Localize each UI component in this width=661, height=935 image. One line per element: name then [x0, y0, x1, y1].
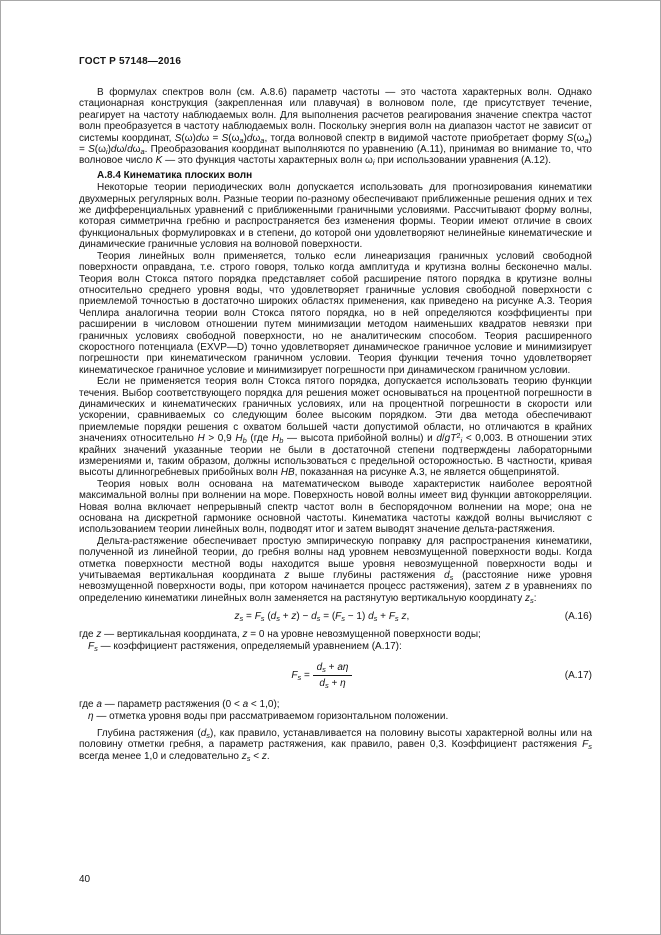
paragraph-delta-stretching: Дельта-растяжение обеспечивает простую эмпирическую поправку для распространения кинематики, полученной из линейной теории, до гребня волны над уровнем невозмущенной поверхности воды. Когда отметка поверхности местной воды находится выше уровня невозмущенной поверхности воды и учитываемая вертикальная координата z выше глубины растяжения $d_s$ (расстояние ниже уровня невозмущенной поверхности воды, при котором начинается процесс растяжения), затем z в уравнениях по определению кинематики линейных волн заменяется на растянутую вертикальную координату $z_s$: — [79, 535, 592, 605]
document-header: ГОСТ Р 57148—2016 — [79, 56, 182, 67]
definition-fs: $F_s$ — коэффициент растяжения, определяемый уравнением (А.17): — [88, 640, 402, 653]
formula-a17-expression — [79, 662, 565, 689]
paragraph-stream-function-theory: Если не применяется теория волн Стокса пятого порядка, допускается использовать теорию функции течения. Выбор соответствующего порядка для решения может основываться на процентной погрешности в динамических и кинематических граничных условиях, или на процентной погрешности в скорости или ускорении, сравниваемых со следующим более высоким порядком. Эти два метода обеспечивают приемлемые порядки решения с охватом большей части допустимой области, но отличаются в крайних значениях относительно H > 0,9 $H_b$ (где $H_b$ — высота прибойной волны) и $d/gT^2_i < 0,003$. В отношении этих крайних значений указанные теории не были в достаточной степени подтверждены лабораторными измерениями и, таким образом, должны использоваться с предельной осторожностью. В частности, кривая высоты длинногребневых прибойных волн HB, показанная на рисунке А.3, не является общепринятой. — [79, 376, 593, 479]
page-content — [79, 1, 592, 762]
definition-z: где z — вертикальная координата, z = 0 на уровне невозмущенной поверхности воды; — [79, 629, 481, 641]
formula-a16-expression: $z_s = F_s$ $(d_s + z) - d_s = (F_s - 1) d_s + F_s$ z, — [234, 611, 410, 624]
formula-a17-fraction — [313, 662, 353, 689]
formula-a17-lhs: $F_s$ = — [291, 670, 313, 683]
formula-a17-denominator: $d_s + \eta$ — [319, 678, 346, 691]
formula-a17-number: (А.17) — [564, 670, 592, 682]
definition-a: где a — параметр растяжения (0 < a < 1,0); — [79, 699, 280, 711]
paragraph-new-wave-theory: Теория новых волн основана на математическом выводе характеристик наиболее вероятной максимальной волны при волнении на море. Поверхность новой волны имеет вид функции автокорреляции. Новая волна включает непрерывный спектр частот волн в беспорядочном волнении на море; она не основана на дискретной гармонике основной частоты. Кинематика частоты каждой волны вычисляют с использованием теории линейных волн, подводят итог и затем выводят значение дельта-растяжения. — [79, 478, 592, 536]
formula-a16-number: (А.16) — [564, 611, 592, 623]
page-number: 40 — [79, 874, 91, 885]
formula-a17-numerator: $d_s + a\eta$ — [313, 662, 353, 676]
formula-a17 — [79, 662, 592, 689]
definition-eta: η — отметка уровня воды при рассматриваемом горизонтальном положении. — [88, 710, 449, 722]
paragraph-linear-wave-theory: Теория линейных волн применяется, только если линеаризация граничных условий свободной поверхности оправдана, т.е. строго говоря, только когда амплитуда и крутизна волны бесконечно малы. Теория волн Стокса пятого порядка представляет собой расширение пятого порядка в крутизне волны относительно среднего уровня воды, что удовлетворяет граничные условия свободной поверхности с приемлемой точностью в достаточно широких областях применения, как приведено на рисунке А.3. Теория Чеплира аналогична теории волн Стокса пятого порядка, но в ней определяются коэффициенты при расширении в числовом отношении путем минимизации методом наименьших квадратов невязки при граничных условиях свободной поверхности, но не аналитическим способом. Теория расширенного скоростного потенциала (EXVP—D) точно удовлетворяет динамическое граничное условие и минимизирует погрешности при кинематическом граничном условии. Теория функции течения точно удовлетворяет кинематическое граничное условие и минимизирует погрешности при динамическом граничном условии. — [79, 250, 592, 376]
formula-a16 — [79, 611, 592, 622]
paragraph-periodic-wave-theories: Некоторые теории периодических волн допускается использовать для прогнозирования кинематики двухмерных регулярных волн. Разные теории по-разному обеспечивают приближенные решения одних и тех же дифференциальных уравнений с приближенными граничными условиями. Рассчитывают форму волны, которая симметрична гребню и распространяется без изменения формы. Теории имеют отличие в своих функциональных формулировках и в степени, до которой они удовлетворяют нелинейные кинематические и динамические граничные условия на волновой поверхности. — [79, 182, 592, 251]
paragraph-stretching-depth: Глубина растяжения $(d_s)$, как правило, устанавливается на половину высоты характерной волны или на половину отметки гребня, а параметр растяжения, как правило, равен 0,3. Коэффициент растяжения $F_s$ всегда менее 1,0 и следовательно $z_s < z$. — [79, 727, 593, 763]
section-heading-a8-4: А.8.4 Кинематика плоских волн — [97, 169, 253, 181]
paragraph-wave-spectra: В формулах спектров волн (см. А.8.6) параметр частоты — это частота характерных волн. Однако стационарная конструкция (закрепленная или плавучая) в волновом поле, где присутствует течение, реагирует на частоту наблюдаемых волн. Для выполнения расчетов реагирования значение спектра частот волн преобразуется в частоту наблюдаемых волн. Поскольку энергия волн на диапазон частот не зависит от системы координат, $S(\omega)d\omega = S(\omega_a)d\omega_a$, тогда волновой спектр в видимой частоте приобретает форму $S(\omega_a) = S(\omega_i)d\omega/d\omega_a$. Преобразования координат выполняются по уравнению (А.11), принимая во внимание то, что волновое число K — это функция частоты характерных волн $\omega_i$ при использовании уравнения (А.12). — [79, 87, 592, 168]
body-text — [79, 87, 592, 762]
